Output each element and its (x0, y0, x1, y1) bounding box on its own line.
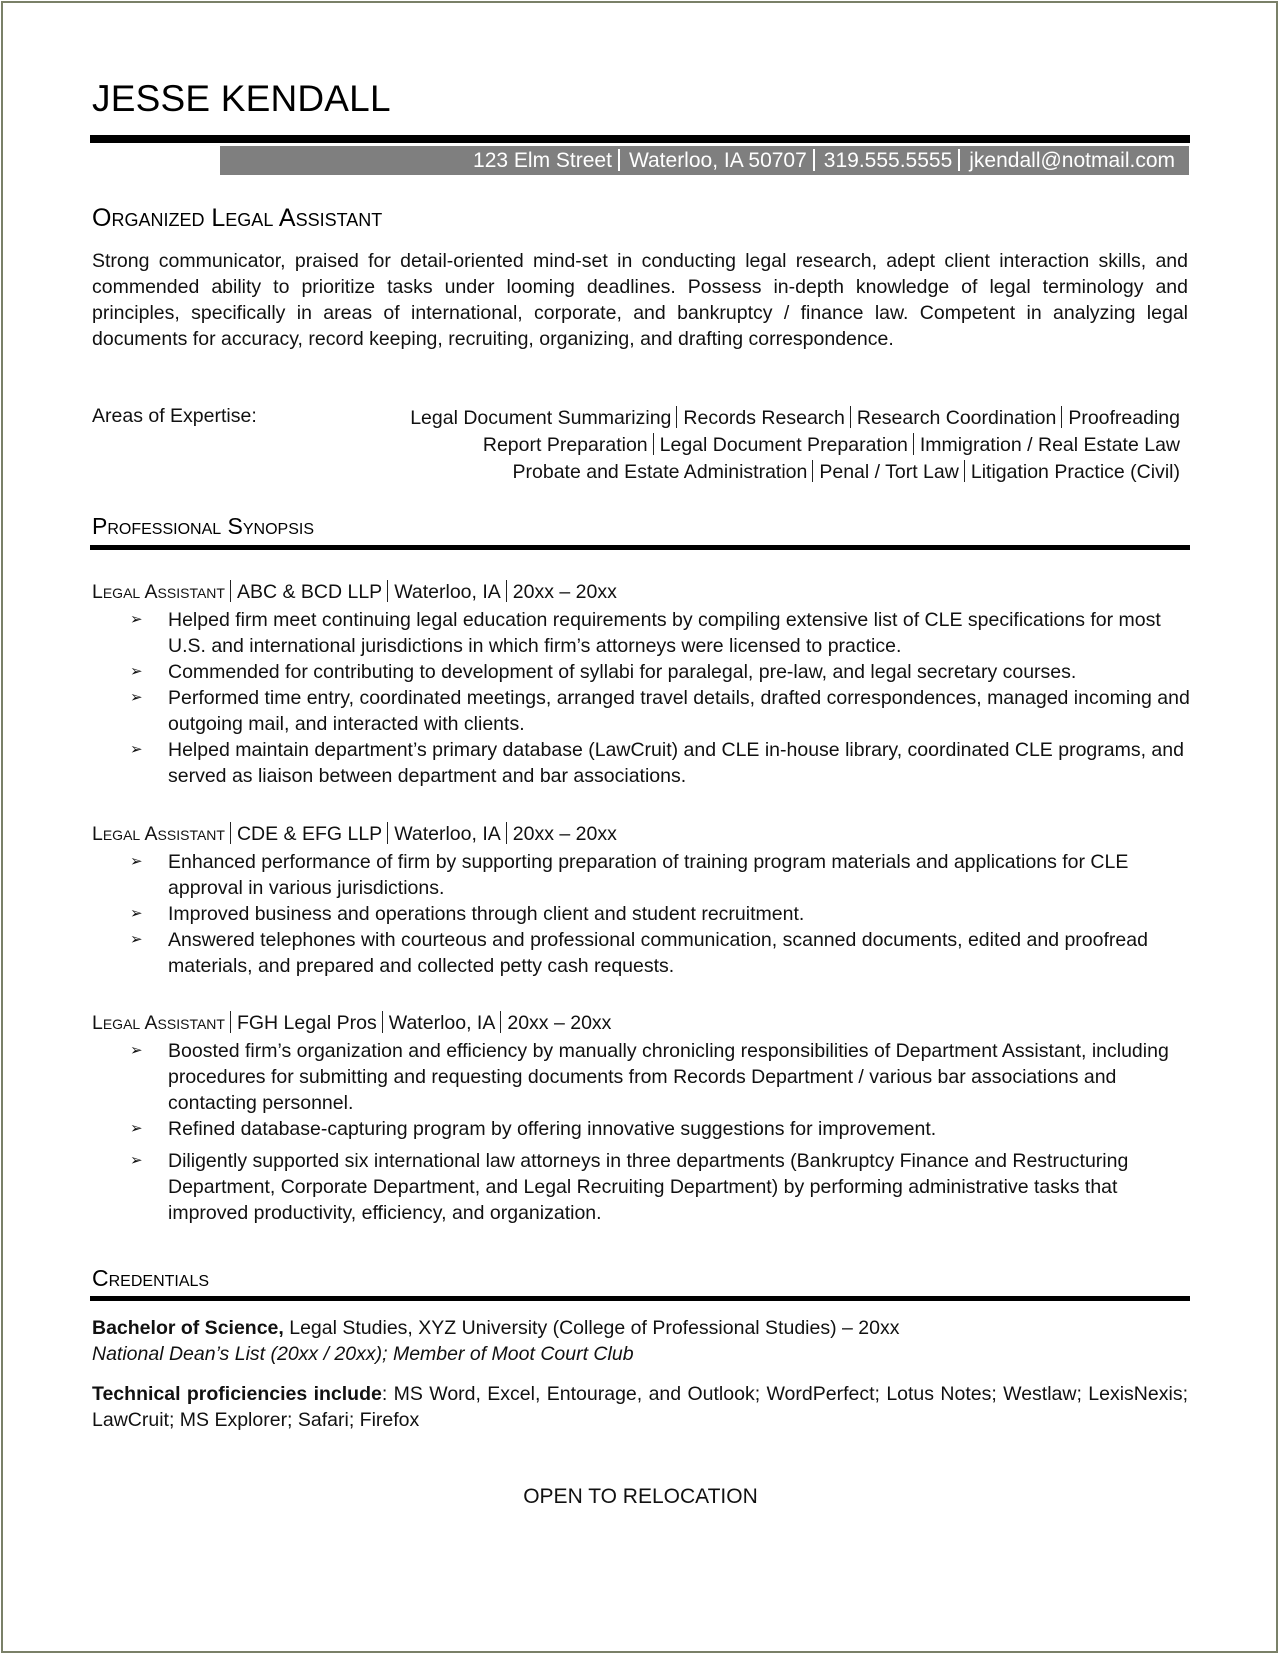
tech-list: : MS Word, Excel, Entourage, and Outlook; WordPerfect; Lotus Notes; Westlaw; LexisNexis; LawCruit; MS Explorer; Safari; Firefox (92, 1383, 1188, 1431)
expertise-line (410, 432, 1180, 459)
arrow-bullet-icon: ➢ (130, 1152, 143, 1169)
list-item: ➢ Boosted firm’s organization and efficiency by manually chronicling responsibilities of Department Assistant, including procedures for submitting and requesting documents from Records Department / various bar associations and contacting personnel. (130, 1040, 1169, 1114)
candidate-name: JESSE KENDALL (92, 78, 391, 119)
job-title: Legal Assistant (92, 581, 225, 603)
list-item: ➢ Diligently supported six international law attorneys in three departments (Bankruptcy Finance and Restructuring Department, Corporate Department, and Legal Recruiting Department) by performing administrative tasks that improved productivity, efficiency, and organization. (130, 1150, 1129, 1224)
header-rule (90, 135, 1190, 143)
job-title: Legal Assistant (92, 1012, 225, 1034)
arrow-bullet-icon: ➢ (130, 1120, 143, 1137)
expertise-line (410, 405, 1180, 432)
degree-name: Bachelor of Science, (92, 1317, 284, 1339)
section-rule (90, 545, 1190, 550)
list-item: ➢ Enhanced performance of firm by supporting preparation of training program materials and applications for CLE approval in various jurisdictions. (130, 851, 1129, 899)
expertise-item: Litigation Practice (Civil) (970, 461, 1180, 483)
job-dates: 20xx – 20xx (512, 823, 617, 845)
list-item: ➢ Refined database-capturing program by offering innovative suggestions for improvement. (130, 1118, 937, 1140)
section-title-credentials: Credentials (92, 1265, 210, 1291)
job-header (92, 1011, 611, 1035)
arrow-bullet-icon: ➢ (130, 663, 143, 680)
tech-proficiencies (92, 1381, 1188, 1433)
arrow-bullet-icon: ➢ (130, 853, 143, 870)
job-location: Waterloo, IA (394, 581, 501, 603)
honors-line: National Dean’s List (20xx / 20xx); Member of Moot Court Club (92, 1343, 634, 1365)
expertise-item: Records Research (683, 407, 845, 429)
separator (813, 149, 815, 171)
tech-label: Technical proficiencies include (92, 1383, 382, 1405)
arrow-bullet-icon: ➢ (130, 689, 143, 706)
contact-street: 123 Elm Street (473, 149, 612, 172)
job-company: CDE & EFG LLP (236, 823, 383, 845)
job-location: Waterloo, IA (388, 1012, 496, 1034)
list-item: ➢ Performed time entry, coordinated meetings, arranged travel details, drafted correspondences, managed incoming and outgoing mail, and interacted with clients. (130, 687, 1190, 735)
arrow-bullet-icon: ➢ (130, 1042, 143, 1059)
summary-paragraph: Strong communicator, praised for detail-oriented mind-set in conducting legal research, adept client interaction skills, and commended ability to prioritize tasks under looming deadlines. Possess in-depth knowledge of legal terminology and principles, specifically in areas of international, corporate, and bankruptcy / finance law. Competent in analyzing legal documents for accuracy, record keeping, recruiting, organizing, and drafting correspondence. (92, 250, 1188, 350)
list-item: ➢ Helped maintain department’s primary database (LawCruit) and CLE in-house library, coordinated CLE programs, and served as liaison between department and bar associations. (130, 739, 1184, 787)
list-item: ➢ Improved business and operations through client and student recruitment. (130, 903, 805, 925)
list-item: ➢ Commended for contributing to development of syllabi for paralegal, pre-law, and legal secretary courses. (130, 661, 1077, 683)
headline: Organized Legal Assistant (92, 204, 383, 232)
arrow-bullet-icon: ➢ (130, 905, 143, 922)
expertise-item: Report Preparation (482, 434, 648, 456)
section-title-synopsis: Professional Synopsis (92, 513, 315, 539)
expertise-item: Immigration / Real Estate Law (919, 434, 1180, 456)
section-rule (90, 1296, 1190, 1301)
contact-phone: 319.555.5555 (823, 149, 953, 172)
expertise-line (410, 459, 1180, 486)
degree-details: Legal Studies, XYZ University (College of Professional Studies) – 20xx (283, 1317, 900, 1339)
job-company: FGH Legal Pros (236, 1012, 377, 1034)
job-dates: 20xx – 20xx (512, 581, 617, 603)
arrow-bullet-icon: ➢ (130, 931, 143, 948)
job-bullets (130, 607, 1190, 789)
expertise-item: Proofreading (1068, 407, 1180, 429)
arrow-bullet-icon: ➢ (130, 611, 143, 628)
separator (618, 149, 620, 171)
list-item: ➢ Answered telephones with courteous and professional communication, scanned documents, edited and proofread materials, and prepared and collected petty cash requests. (130, 929, 1148, 977)
expertise-list (410, 405, 1180, 486)
job-bullets (130, 1038, 1190, 1226)
expertise-item: Legal Document Summarizing (410, 407, 672, 429)
list-item: ➢ Helped firm meet continuing legal education requirements by compiling extensive list of CLE specifications for most U.S. and international jurisdictions in which firm’s attorneys were licensed to practice. (130, 609, 1161, 657)
expertise-label: Areas of Expertise: (92, 405, 257, 427)
expertise-item: Legal Document Preparation (659, 434, 908, 456)
expertise-item: Penal / Tort Law (819, 461, 959, 483)
job-dates: 20xx – 20xx (507, 1012, 612, 1034)
job-location: Waterloo, IA (394, 823, 501, 845)
job-title: Legal Assistant (92, 823, 225, 845)
arrow-bullet-icon: ➢ (130, 741, 143, 758)
expertise-item: Probate and Estate Administration (512, 461, 808, 483)
job-header (92, 580, 617, 604)
relocation-note: OPEN TO RELOCATION (523, 1485, 758, 1508)
contact-city: Waterloo, IA 50707 (628, 149, 807, 172)
contact-bar (220, 146, 1189, 175)
degree-line (92, 1315, 1188, 1341)
job-bullets (130, 849, 1190, 979)
job-header (92, 822, 617, 846)
expertise-item: Research Coordination (856, 407, 1057, 429)
separator (958, 149, 960, 171)
contact-email: jkendall@notmail.com (969, 149, 1175, 172)
job-company: ABC & BCD LLP (236, 581, 383, 603)
